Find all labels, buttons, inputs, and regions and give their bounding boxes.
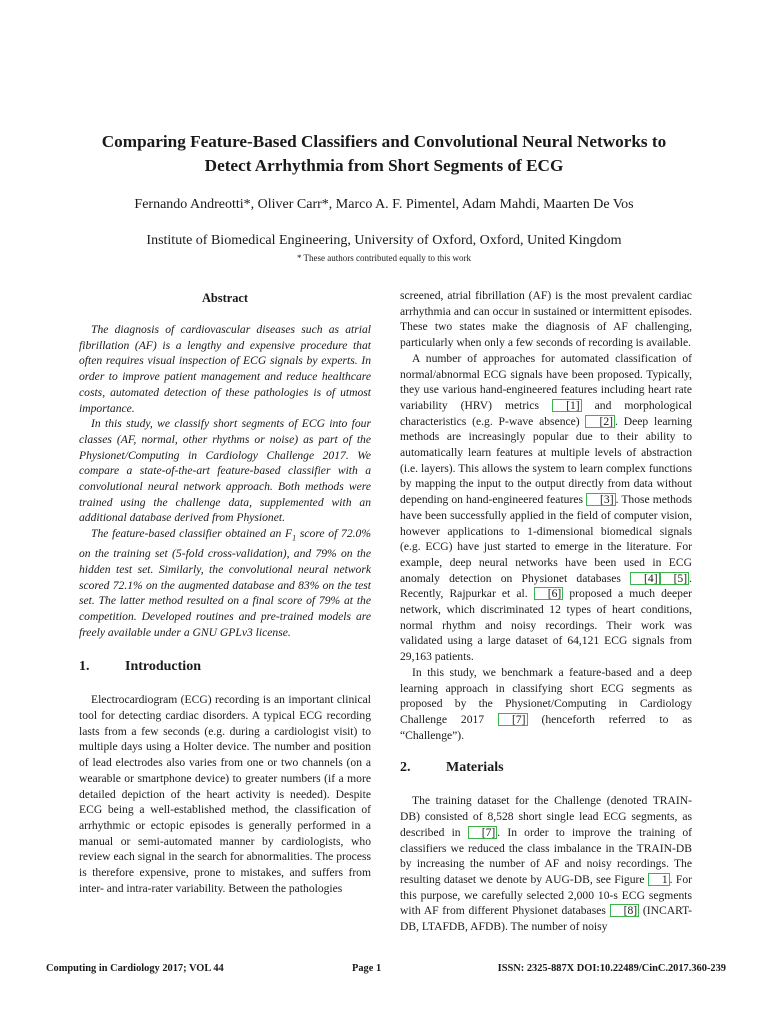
- right-column: [400, 288, 692, 935]
- paper-title: [60, 130, 708, 178]
- equal-contribution-note: * These authors contributed equally to this work: [296, 253, 472, 263]
- abstract-paragraph-1: The diagnosis of cardiovascular diseases such as atrial fibrillation (AF) is a lengthy and expensive procedure that often requires visual inspection of ECG signals by experts. In order to improve patient management and reduce healthcare costs, automated detection of these pathologies is of utmost importance.: [79, 323, 371, 415]
- title-line-2: Detect Arrhythmia from Short Segments of ECG: [204, 156, 564, 175]
- citation-link[interactable]: [7]: [498, 713, 528, 726]
- citation-link[interactable]: [8]: [610, 904, 640, 917]
- abstract-section: [79, 290, 371, 640]
- footer-page-number: Page 1: [352, 963, 382, 974]
- introduction-paragraph-2: A number of approaches for automated classification of normal/abnormal ECG signals have been proposed. Typically, they use various hand-engineered features including heart rate variability (HRV) metrics [1] and morphological characteristics (e.g. P-wave absence) [2] . Deep learning methods are increasingly popular due to their ability to automatically learn features at multiple levels of abstraction (i.e. layers). This allows the system to learn complex functions by mapping the input to the output directly from data without depending on hand-engineered features [3] . Those methods have been successfully applied in the field of computer vision, however applications to 1-dimensional biomedical signals (e.g. ECG) have just started to emerge in the literature. For example, deep neural networks have been used in ECG anomaly detection on Physionet databases [4] [5] . Recently, Rajpurkar et al. [6] proposed a much deeper network, which discriminated 12 types of heart conditions, normal rhythm and noisy recordings. Their work was validated using a large dataset of 64,121 ECG signals from 29,163 patients.: [400, 351, 692, 664]
- citation-link[interactable]: [3]: [586, 493, 616, 506]
- section-title: Materials: [446, 760, 504, 776]
- left-column: [79, 288, 371, 897]
- introduction-paragraph-1-continued: screened, atrial fibrillation (AF) is the most prevalent cardiac arrhythmia and can occur in sustained or intermittent episodes. These two states make the diagnosis of AF challenging, particularly when only a few seconds of recording is available.: [400, 289, 692, 350]
- f1-symbol: $F_1$: [285, 527, 297, 543]
- citation-link[interactable]: [1]: [552, 399, 582, 412]
- introduction-paragraph-1: Electrocardiogram (ECG) recording is an important clinical tool for detecting cardiac disorders. A typical ECG recording lasts from a few seconds (e.g. during a cardiologist visit) to multiple days using a Holter device. The number and position of lead electrodes also varies from one or two channels (on a wearable or smartphone device) to greater numbers (if a more detailed depiction of the heart activity is needed). Despite ECG being a well-established method, the classification of arrhythmic or ectopic episodes is generally performed in a manual or semi-automated manner by cardiologists, who review each signal in the search for abnormalities. The process is therefore expensive, prone to mistakes, and suffers from inter- and intra-rater variability. Between the pathologies: [79, 693, 371, 895]
- author-list: Fernando Andreotti*, Oliver Carr*, Marco A. F. Pimentel, Adam Mahdi, Maarten De Vos: [134, 197, 634, 212]
- citation-link[interactable]: [5]: [660, 572, 690, 585]
- page-footer: [46, 963, 726, 979]
- citation-link[interactable]: [4]: [630, 572, 660, 585]
- footer-issn-doi: ISSN: 2325-887X DOI:10.22489/CinC.2017.360-239: [497, 963, 726, 974]
- citation-link[interactable]: [7]: [468, 826, 498, 839]
- section-title: Introduction: [125, 659, 201, 675]
- footer-journal: Computing in Cardiology 2017; VOL 44: [46, 963, 224, 974]
- abstract-paragraph-2: In this study, we classify short segments of ECG into four classes (AF, normal, other rhythms or noise) as part of the Physionet/Computing in Cardiology Challenge 2017. We compare a state-of-the-art feature-based classifier with a convolutional neural network approach. Both methods were trained using the challenge data, supplemented with an additional database derived from Physionet.: [79, 417, 371, 525]
- abstract-heading: Abstract: [201, 291, 249, 305]
- introduction-paragraph-3: In this study, we benchmark a feature-based and a deep learning approach in classifying short ECG segments as proposed by the Physionet/Computing in Cardiology Challenge 2017 [7] (henceforth referred to as “Challenge”).: [400, 665, 692, 742]
- figure-link[interactable]: 1: [648, 873, 670, 886]
- abstract-paragraph-3: The feature-based classifier obtained an $F_1$ score of 72.0% on the training set (5-fold cross-validation), and 79% on the hidden test set. Similarly, the convolutional neural network scored 72.1% on the augmented database and 83% on the test set. The latter method resulted on a final score of 79% at the competition. Developed routines and pre-trained models are freely available under a GNU GPLv3 license.: [79, 527, 371, 639]
- section-number: 2.: [400, 760, 411, 776]
- affiliation: Institute of Biomedical Engineering, University of Oxford, Oxford, United Kingdom: [146, 233, 622, 248]
- materials-heading: [400, 759, 692, 777]
- introduction-heading: [79, 658, 371, 676]
- citation-link[interactable]: [2]: [585, 415, 615, 428]
- materials-paragraph-1: The training dataset for the Challenge (denoted TRAIN-DB) consisted of 8,528 short single lead ECG segments, as described in [7] . In order to improve the training of classifiers we reduced the class imbalance in the TRAIN-DB by increasing the number of AF and noisy recordings. The resulting dataset we denote by AUG-DB, see Figure 1 . For this purpose, we carefully selected 2,000 10-s ECG segments with AF from different Physionet databases [8] (INCART-DB, LTAFDB, AFDB). The number of noisy: [400, 794, 693, 934]
- title-line-1: Comparing Feature-Based Classifiers and Convolutional Neural Networks to: [101, 132, 667, 151]
- citation-link[interactable]: [6]: [534, 587, 564, 600]
- section-number: 1.: [79, 659, 90, 675]
